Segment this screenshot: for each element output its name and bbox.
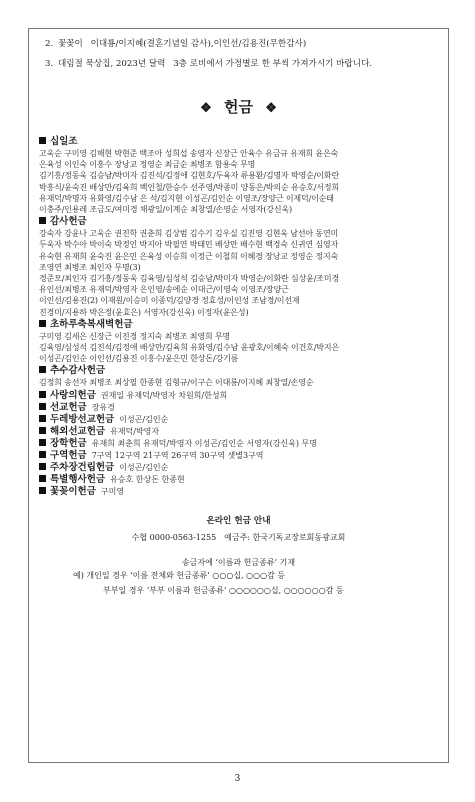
names-line: 유인선/최병조 유재덕/박영자 은인영/송에순 이대근/이영숙 이영조/장양근 xyxy=(39,285,289,295)
section-names: 7구역 12구역 21구역 26구역 30구역 샛별3구역 xyxy=(91,450,264,460)
page-number: 3 xyxy=(234,774,241,784)
names-line: 은육성 이인숙 이흥수 장낭교 정영순 최금순 최병조 함용숙 무명 xyxy=(39,160,256,170)
section-district-offering: 구역헌금 7구역 12구역 21구역 26구역 30구역 샛별3구역 xyxy=(39,450,438,462)
names-line: 유숙현 유재희 윤숙진 윤은민 은육성 이승희 이정근 이철희 이혜경 장낭교 정영순 정지숙 xyxy=(39,251,339,261)
square-bullet-icon xyxy=(39,439,46,446)
account-holder: 예금주: 한국기독교장로회동광교회 xyxy=(224,532,346,542)
guide-example-individual: 예) 개인일 경우 ‘이름 전체와 헌금종류’ ○○○십, ○○○감 등 xyxy=(73,570,286,580)
notice-value: 3층 로비에서 가정별로 한 부씩 가져가시기 바랍니다. xyxy=(173,59,373,69)
offering-heading xyxy=(39,97,438,117)
notice-item-devotional xyxy=(45,58,438,70)
section-mission-offering: 선교헌금 장유경 xyxy=(39,402,438,414)
section-scholarship: 장학헌금 유재희 최춘희 유재덕/박영자 이성곤/김인순 서영자(강신욱) 무명 xyxy=(39,438,438,450)
square-bullet-icon xyxy=(39,475,46,482)
guide-title: 송금자에 ‘이름과 헌금종류’ 기재 xyxy=(181,557,296,567)
section-names: 유재희 최춘희 유재덕/박영자 이성곤/김인순 서영자(강신욱) 무명 xyxy=(91,438,317,448)
notice-label: 꽃꽂이 xyxy=(57,39,83,49)
section-durebang-mission: 두레방선교헌금 이성곤/김인순 xyxy=(39,414,438,426)
names-line: 김정희 송선자 최병조 최상필 한종현 김형규/이구슨 이대룡/이지혜 최창열/손영순 xyxy=(39,378,314,388)
account-number: 수협 0000-0563-1255 xyxy=(131,532,217,542)
section-thanks xyxy=(39,216,438,318)
notices-list xyxy=(39,38,438,70)
section-title: 십일조 xyxy=(39,136,438,148)
square-bullet-icon xyxy=(39,451,46,458)
names-line: 경준모/최인자 김기흥/정동욱 김육영/심성석 김승남/박미자 박영순/이화란 심상윤/조미경 xyxy=(39,274,340,284)
names-line: 진경미/지용하 박은정(윤효은) 서영자(강신욱) 이정자(윤은성) xyxy=(39,307,249,317)
bulletin-page xyxy=(28,28,449,763)
square-bullet-icon xyxy=(39,391,46,398)
square-bullet-icon xyxy=(39,403,46,410)
names-line: 구미영 김세은 신장근 이진경 정지숙 최병조 최영희 무명 xyxy=(39,331,231,341)
names-line: 이인선/김용진(2) 이재원/이승미 이종덕/김양경 정효성/이인성 조남경/이선재 xyxy=(39,296,300,306)
square-bullet-icon xyxy=(39,320,46,327)
heading-title: 헌금 xyxy=(224,98,253,116)
notice-item-flowers xyxy=(45,38,438,50)
section-tithe xyxy=(39,136,438,215)
online-offering-info xyxy=(39,515,438,544)
section-names: 장유경 xyxy=(91,402,115,412)
section-special-event: 특별행사헌금 유승호 한상돈 한종현 xyxy=(39,474,438,486)
section-names: 권재일 유재덕/박영자 차원희/한성희 xyxy=(100,390,228,400)
names-line: 이성곤/김인순 이인선/김용진 이흥수/윤은민 한상돈/강기름 xyxy=(39,354,239,364)
notice-value: 이대룡/이지혜(결혼기념일 감사),이인선/김용진(무한감사) xyxy=(90,39,307,49)
section-names: 유승호 한상돈 한종현 xyxy=(110,474,185,484)
section-names: 이성곤/김인순 xyxy=(119,414,169,424)
section-parking-building: 주차장건립헌금 이성곤/김인순 xyxy=(39,462,438,474)
guide-example-couple: 부부일 경우 ‘부부 이름과 헌금종류’ ○○○○○○십, ○○○○○○감 등 xyxy=(103,585,344,595)
diamond-ornament-icon: ❖ xyxy=(200,101,212,116)
section-love-offering: 사랑의헌금 권재일 유재덕/박영자 차원희/한성희 xyxy=(39,390,438,402)
square-bullet-icon xyxy=(39,427,46,434)
names-line: 김기흥/정동욱 김승남/박미자 김진석/김정애 김현호/두육자 류용환/김명자 박영순/이화란 xyxy=(39,171,340,181)
names-line: 김육영/심성석 김진석/김정애 배상만/김육희 유화영/김수남 윤광호/이혜숙 이건호/박지은 xyxy=(39,343,340,353)
section-names: 구미영 xyxy=(100,486,125,496)
section-dawn-offering xyxy=(39,319,438,365)
names-line: 조영연 최병조 최인자 무명(3) xyxy=(39,262,141,272)
names-line: 두욱자 박수아 박이숙 박정인 박지아 박필연 박태민 배상만 배수현 백경숙 신귀연 심영자 xyxy=(39,240,339,250)
names-line: 박흥식/윤숙진 배상만/김육희 백인철/한승수 선주영/박종미 양동은/박의순 유승호/서정희 xyxy=(39,182,340,192)
square-bullet-icon xyxy=(39,463,46,470)
section-overseas-mission: 해외선교헌금 유재덕/박영자 xyxy=(39,426,438,438)
diamond-ornament-icon: ❖ xyxy=(265,101,277,116)
square-bullet-icon xyxy=(39,366,46,373)
square-bullet-icon xyxy=(39,137,46,144)
notice-label: 대림절 묵상집, 2023년 달력 xyxy=(57,59,166,69)
bank-account xyxy=(39,532,438,544)
section-title: 초하루축복새벽헌금 xyxy=(39,319,438,331)
square-bullet-icon xyxy=(39,217,46,224)
offering-sections xyxy=(39,136,438,498)
notice-number: 2. xyxy=(45,39,54,49)
square-bullet-icon xyxy=(39,487,46,494)
names-line: 유재덕/박명자 유화영/김수남 은 석/김지현 이성곤/김인순 이영조/장양근 이제덕/이순태 xyxy=(39,193,334,203)
section-title: 감사헌금 xyxy=(39,216,438,228)
names-line: 강숙자 강윤나 고욱순 권진학 권춘희 김상범 김수기 김우실 김진영 김현욱 남선아 동연미 xyxy=(39,229,339,239)
section-title: 추수감사헌금 xyxy=(39,365,438,377)
online-offering-title: 온라인 헌금 안내 xyxy=(206,515,271,526)
section-harvest-thanks xyxy=(39,365,438,388)
notice-number: 3. xyxy=(45,59,54,69)
section-names: 이성곤/김인순 xyxy=(119,462,169,472)
remittance-guide xyxy=(39,557,438,597)
section-flower-offering: 꽃꽂이헌금 구미영 xyxy=(39,486,438,498)
square-bullet-icon xyxy=(39,415,46,422)
names-line: 이충주/인용레 조금도/여미경 채광일/이계순 최창열/손영순 서영자(강신욱) xyxy=(39,205,293,215)
names-line: 고욱순 구미영 김해현 박현준 백조아 성희섭 송영자 신장근 안육수 유금규 유재희 윤은숙 xyxy=(39,149,339,158)
section-names: 유재덕/박영자 xyxy=(110,426,160,436)
